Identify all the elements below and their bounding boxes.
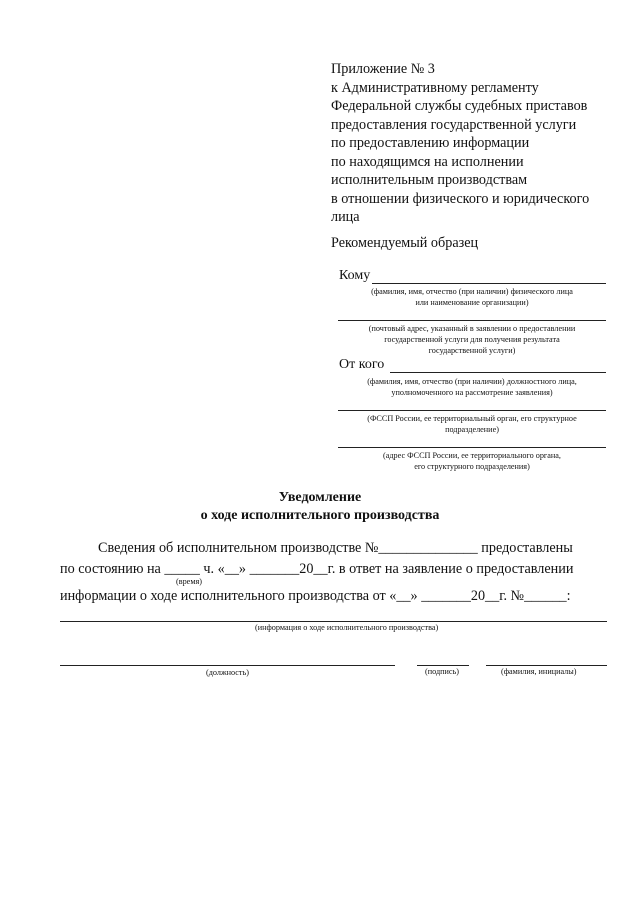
sign-line — [417, 665, 469, 666]
sign-caption: (подпись) — [425, 667, 459, 676]
name-line — [486, 665, 607, 666]
annex-line: Приложение № 3 — [331, 61, 435, 77]
recommended-sample-label: Рекомендуемый образец — [331, 235, 479, 251]
name-caption: (фамилия, инициалы) — [501, 667, 577, 676]
annex-header — [331, 60, 631, 227]
annex-line: предоставления государственной услуги — [331, 116, 577, 133]
to-address-caption: (почтовый адрес, указанный в заявлении о предоставлении государственной услуги для получения результата государственной услуги) — [368, 324, 576, 355]
to-label: Кому — [339, 268, 371, 283]
annex-line: по предоставлению информации — [331, 135, 530, 151]
annex-line: лица — [331, 209, 360, 225]
from-label: От кого — [339, 357, 385, 372]
info-line — [60, 621, 607, 622]
from-org-caption: (ФССП России, ее территориальный орган, его структурное подразделение) — [367, 414, 577, 434]
position-line — [60, 665, 395, 666]
to-name-line — [372, 283, 606, 284]
annex-line: Федеральной службы судебных приставов — [331, 98, 588, 114]
annex-line: по находящимся на исполнении — [331, 153, 524, 170]
body-line-1: Сведения об исполнительном производстве №______________ предоставлены — [98, 540, 573, 556]
time-caption: (время) — [176, 577, 202, 586]
annex-line: исполнительным производствам — [331, 172, 528, 188]
position-caption: (должность) — [206, 668, 249, 677]
notice-subtitle: о ходе исполнительного производства — [200, 508, 440, 523]
from-name-line — [390, 372, 606, 373]
from-address-caption: (адрес ФССП России, ее территориального органа, его структурного подразделения) — [383, 451, 561, 471]
from-name-caption: (фамилия, имя, отчество (при наличии) должностного лица, уполномоченного на рассмотрение заявления) — [367, 377, 577, 397]
body-line-2: по состоянию на _____ ч. «__» _______20__г. в ответ на заявление о предоставлении — [60, 561, 574, 577]
annex-line: в отношении физического и юридического — [331, 190, 590, 207]
notice-title: Уведомление — [278, 490, 362, 505]
from-org-line — [338, 410, 606, 411]
annex-line: к Административному регламенту — [331, 79, 539, 96]
body-line-3: информации о ходе исполнительного производства от «__» _______20__г. №______: — [60, 588, 571, 604]
from-address-line — [338, 447, 606, 448]
to-name-caption: (фамилия, имя, отчество (при наличии) физического лица или наименование организации) — [371, 287, 573, 307]
info-caption: (информация о ходе исполнительного производства) — [255, 623, 439, 632]
to-address-line — [338, 320, 606, 321]
